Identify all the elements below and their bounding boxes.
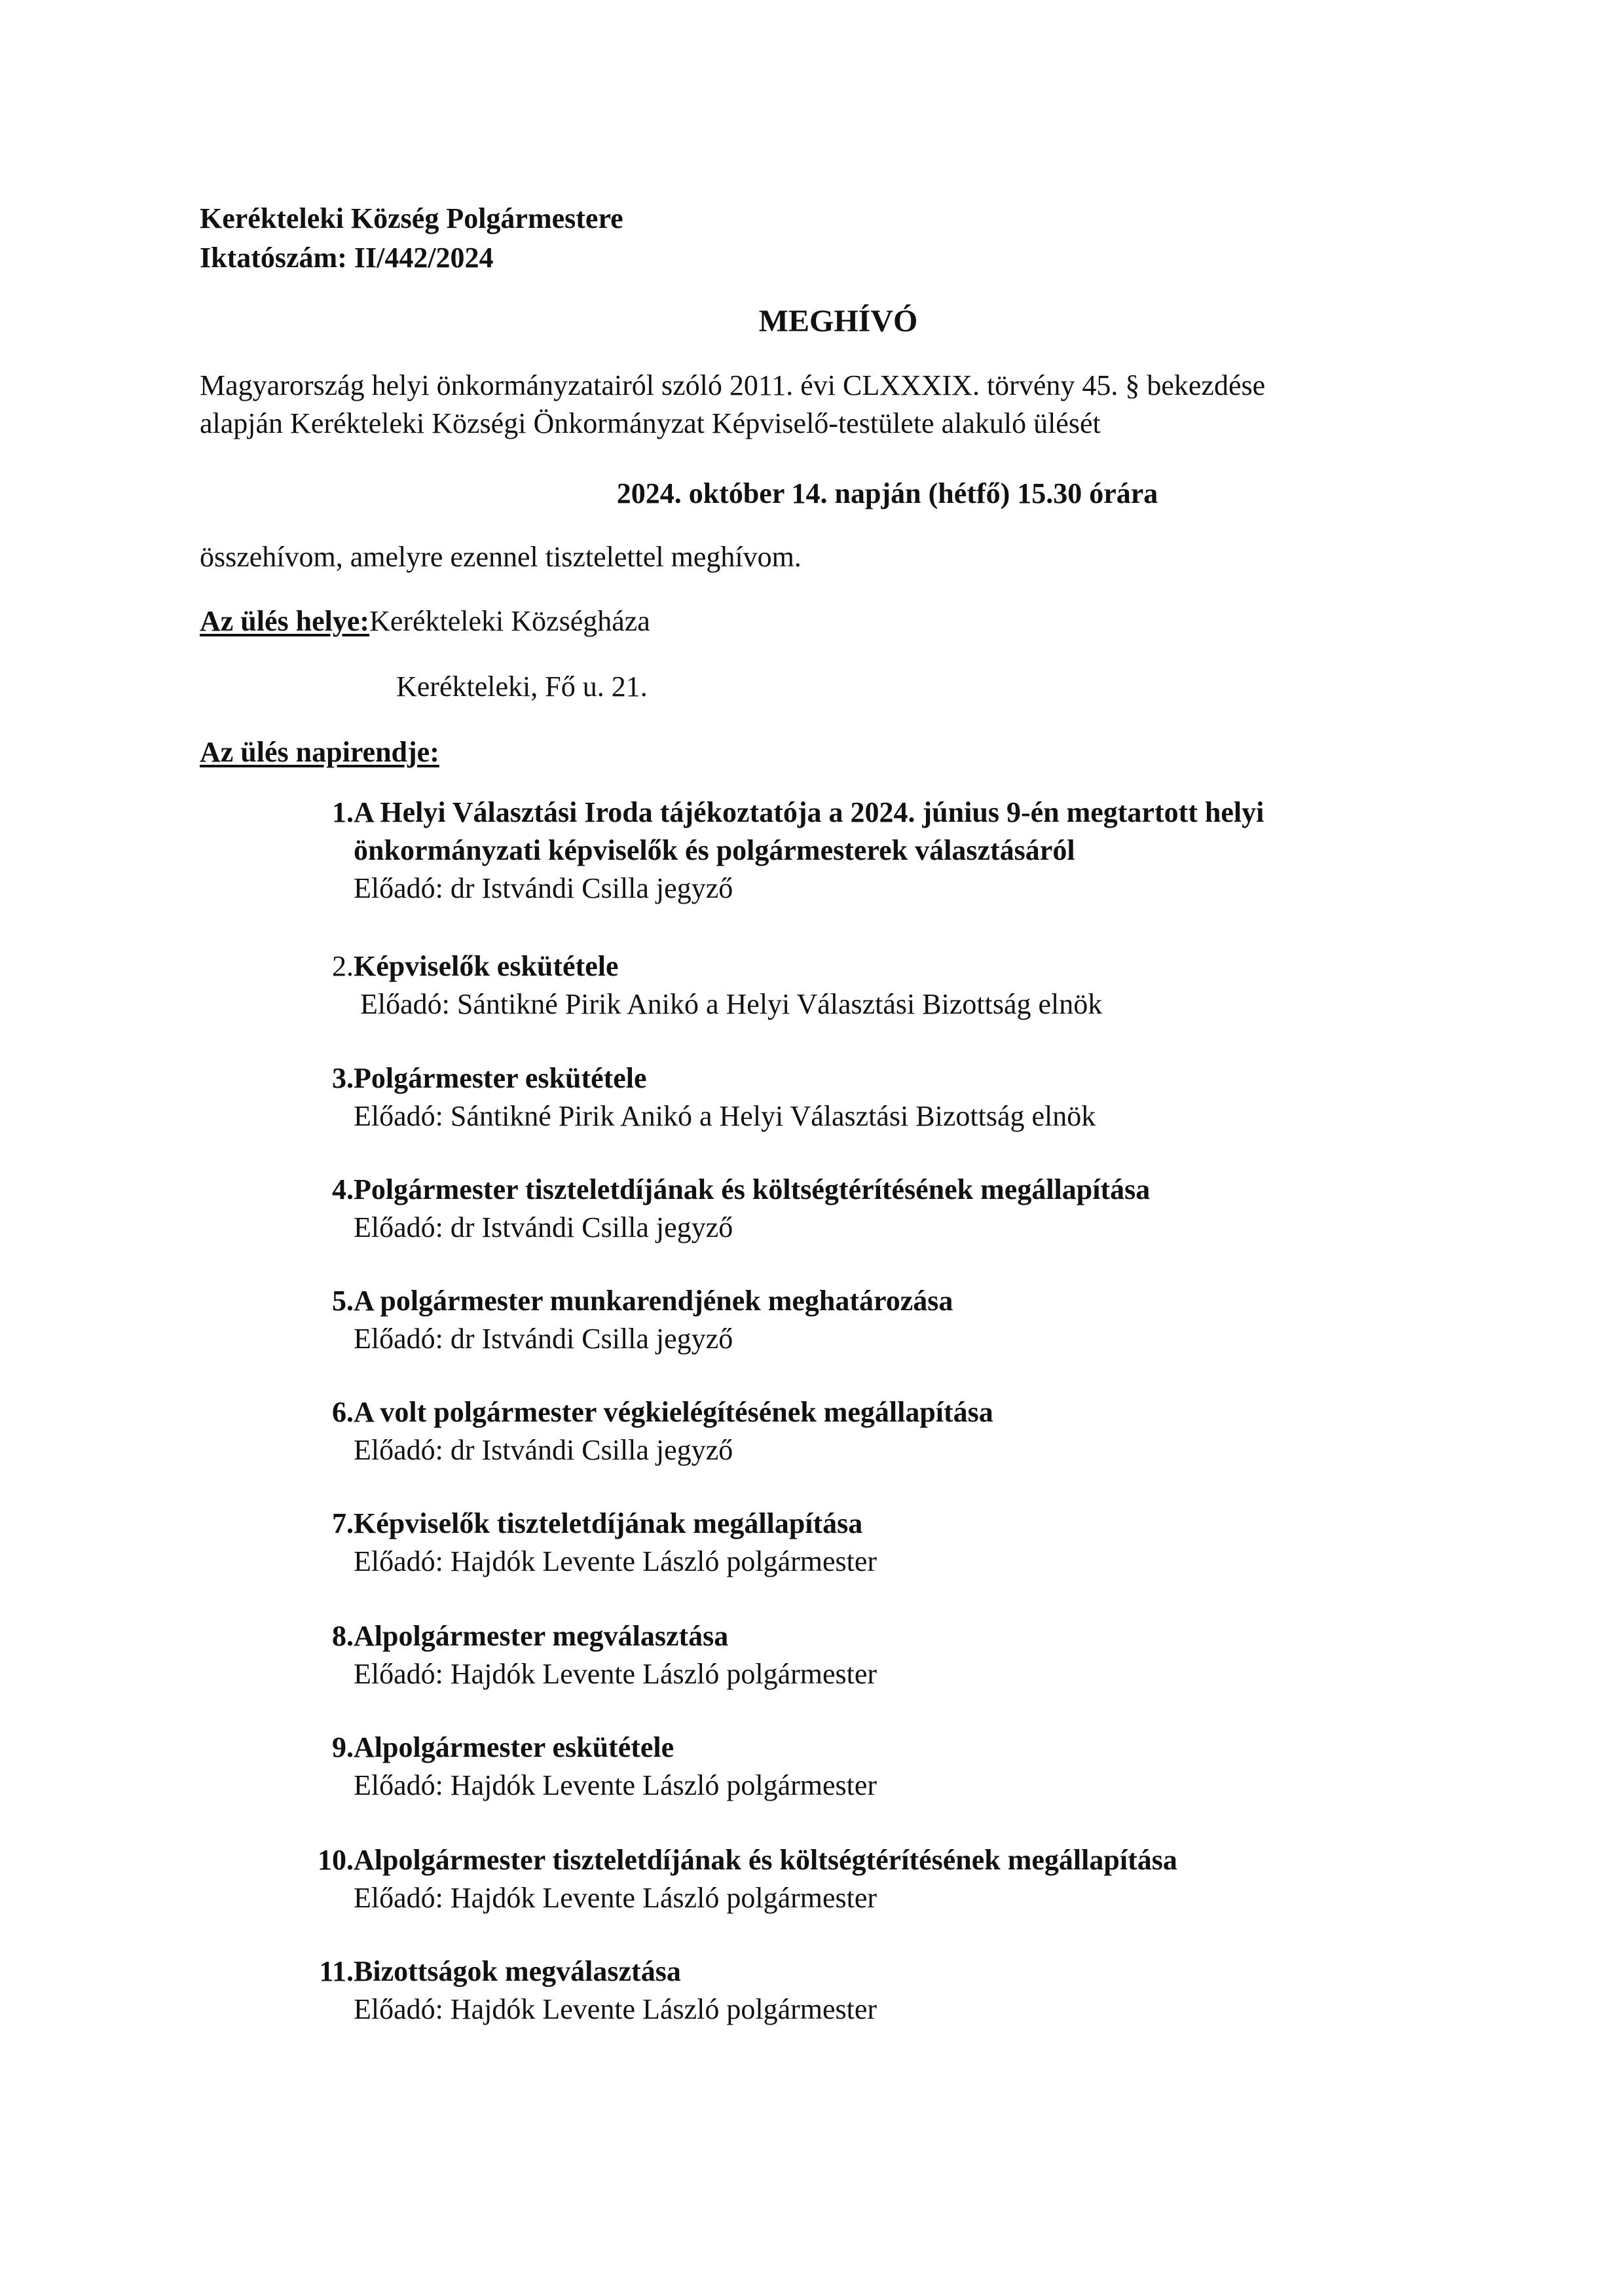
agenda-item-number: 6. <box>332 1396 354 1428</box>
agenda-item-number: 10. <box>318 1844 354 1876</box>
agenda-item-title-line-2: önkormányzati képviselők és polgármesterek választásáról <box>354 834 1075 866</box>
agenda-item-title: Képviselők tiszteletdíjának megállapítása <box>354 1507 863 1539</box>
agenda-item-number: 11. <box>319 1955 354 1987</box>
agenda-item-number: 2. <box>332 950 354 982</box>
document-title: MEGHÍVÓ <box>758 304 918 339</box>
agenda-item-presenter: Előadó: dr Istvándi Csilla jegyző <box>354 1434 733 1466</box>
agenda-item-number: 8. <box>332 1620 354 1652</box>
agenda-label: Az ülés napirendje: <box>200 736 439 768</box>
agenda-item-title: Polgármester tiszteletdíjának és költségtérítésének megállapítása <box>354 1173 1151 1205</box>
agenda-item-title: Bizottságok megválasztása <box>354 1955 681 1987</box>
agenda-item-title: Alpolgármester eskütétele <box>354 1731 674 1763</box>
agenda-item-presenter: Előadó: Hajdók Levente László polgármester <box>354 1882 877 1914</box>
agenda-item-title: Polgármester eskütétele <box>354 1062 647 1094</box>
venue-name: Kerékteleki Községháza <box>369 605 650 637</box>
agenda-item-number: 3. <box>332 1062 354 1094</box>
agenda-item-number: 1. <box>332 796 354 828</box>
intro-line-1: Magyarország helyi önkormányzatairól szóló 2011. évi CLXXXIX. törvény 45. § bekezdése <box>200 369 1266 401</box>
agenda-item-presenter: Előadó: Hajdók Levente László polgármester <box>354 1658 877 1690</box>
intro-line-2: alapján Kerékteleki Községi Önkormányzat Képviselő-testülete alakuló ülését <box>200 407 1101 439</box>
agenda-item-title: Képviselők eskütétele <box>354 950 619 982</box>
agenda-item-title-line-1: A Helyi Választási Iroda tájékoztatója a 2024. június 9-én megtartott helyi <box>354 796 1264 828</box>
agenda-item-title: Alpolgármester megválasztása <box>354 1620 729 1652</box>
agenda-item-presenter: Előadó: dr Istvándi Csilla jegyző <box>354 1211 733 1243</box>
agenda-item-presenter: Előadó: Sántikné Pirik Anikó a Helyi Választási Bizottság elnök <box>360 988 1103 1020</box>
summon-text: összehívom, amelyre ezennel tisztelettel meghívom. <box>200 541 802 573</box>
agenda-item-presenter: Előadó: dr Istvándi Csilla jegyző <box>354 872 733 904</box>
agenda-item-title: Alpolgármester tiszteletdíjának és költségtérítésének megállapítása <box>354 1844 1177 1876</box>
issuer-name: Kerékteleki Község Polgármestere <box>200 202 623 234</box>
meeting-datetime: 2024. október 14. napján (hétfő) 15.30 órára <box>616 477 1158 509</box>
agenda-item-number: 4. <box>332 1173 354 1205</box>
agenda-item-presenter: Előadó: Hajdók Levente László polgármester <box>354 1545 877 1577</box>
agenda-item-presenter: Előadó: Sántikné Pirik Anikó a Helyi Választási Bizottság elnök <box>354 1100 1096 1132</box>
agenda-item-presenter: Előadó: Hajdók Levente László polgármester <box>354 1769 877 1801</box>
agenda-item-title: A volt polgármester végkielégítésének megállapítása <box>354 1396 993 1428</box>
agenda-item-title: A polgármester munkarendjének meghatározása <box>354 1285 953 1317</box>
venue-label: Az ülés helye: <box>200 605 370 637</box>
agenda-item-number: 5. <box>332 1285 354 1317</box>
agenda-item-presenter: Előadó: Hajdók Levente László polgármester <box>354 1993 877 2025</box>
agenda-item-number: 9. <box>332 1731 354 1763</box>
venue-address: Kerékteleki, Fő u. 21. <box>396 670 648 703</box>
filing-number: Iktatószám: II/442/2024 <box>200 242 494 274</box>
agenda-item-presenter: Előadó: dr Istvándi Csilla jegyző <box>354 1323 733 1355</box>
agenda-item-number: 7. <box>332 1507 354 1539</box>
